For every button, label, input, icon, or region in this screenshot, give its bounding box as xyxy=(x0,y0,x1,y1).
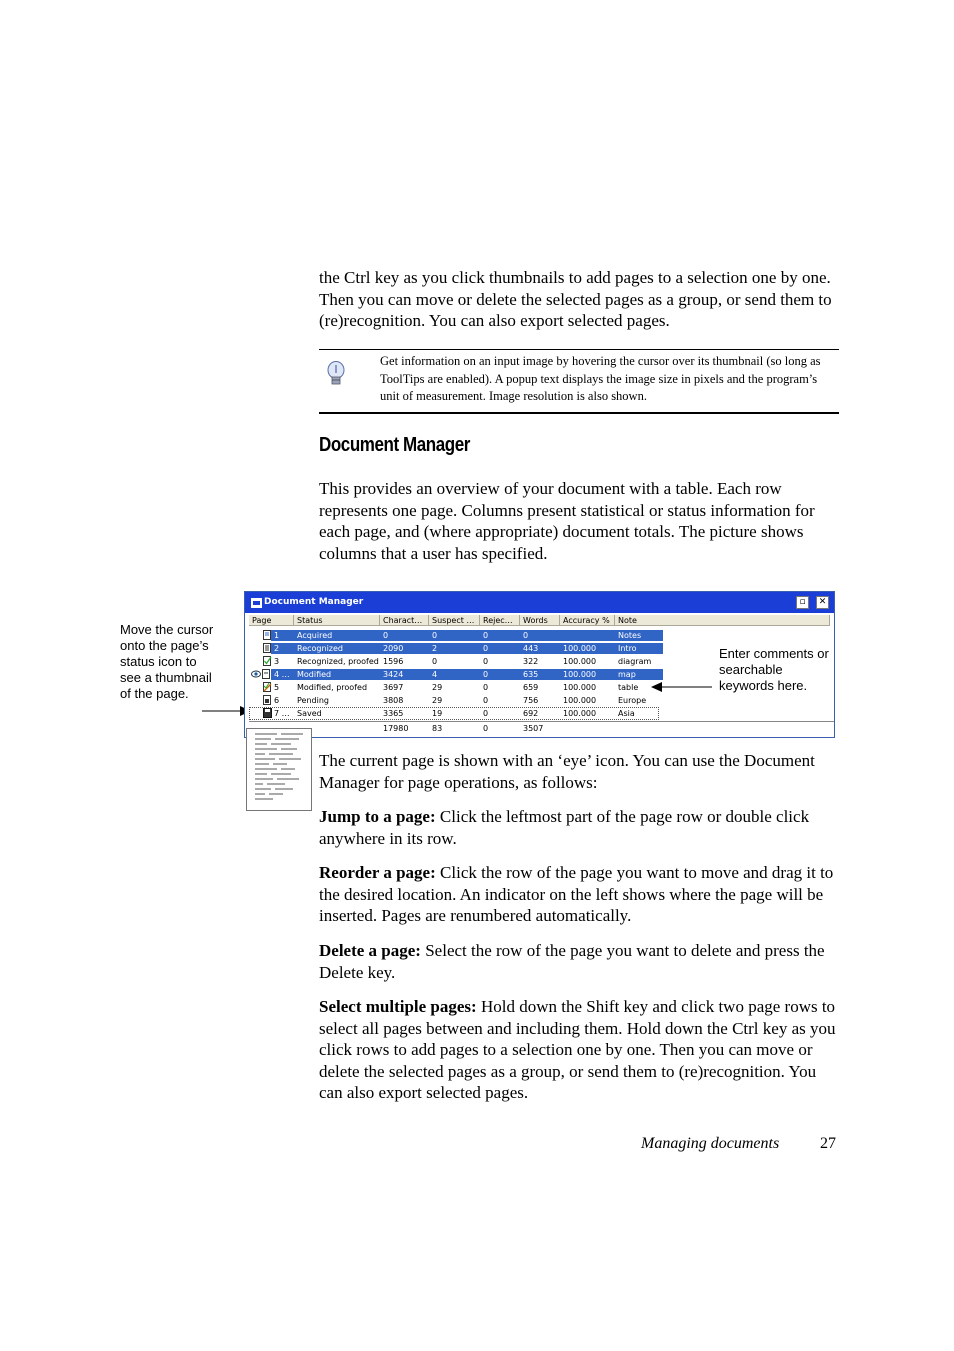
cell-page: 1 xyxy=(271,630,294,641)
cell-status: Modified xyxy=(294,669,380,680)
cell-page: 4 … xyxy=(271,669,294,680)
col-header-rejected[interactable]: Rejec… xyxy=(480,615,520,626)
op-reorder-text: Click the row of the page you want to move and drag it to the desired location. An indicator on the left shows where the page will be inserted. Pages are renumbered automatically. xyxy=(319,863,834,925)
cell-status: Acquired xyxy=(294,630,380,641)
op-reorder-label: Reorder a page: xyxy=(319,863,436,882)
op-reorder xyxy=(319,862,839,927)
op-select-multiple xyxy=(319,996,839,1104)
cell-status: Recognized, proofed xyxy=(297,657,379,666)
cell-words: 756 xyxy=(523,696,539,705)
callout-note-column: Enter comments or searchable keywords here. xyxy=(719,646,829,693)
current-page-paragraph: The current page is shown with an ‘eye’ icon. You can use the Document Manager for page operations, as follows: xyxy=(319,751,815,792)
cell-words: 635 xyxy=(520,669,560,680)
op-jump-label: Jump to a page: xyxy=(319,807,436,826)
cell-rejected: 0 xyxy=(483,657,489,666)
callout-arrow-right xyxy=(650,679,716,695)
cell-note[interactable]: Europe xyxy=(618,696,647,705)
cell-words: 322 xyxy=(523,657,539,666)
table-row[interactable] xyxy=(249,694,834,707)
cell-characters: 1596 xyxy=(383,657,404,666)
cell-characters: 3365 xyxy=(383,709,404,718)
cell-accuracy xyxy=(560,630,615,641)
cell-status: Pending xyxy=(297,696,329,705)
cell-suspect: 2 xyxy=(429,643,480,654)
window-icon xyxy=(251,598,262,608)
col-header-note[interactable]: Note xyxy=(615,615,830,626)
callout-status-icon: Move the cursor onto the page’s status icon to see a thumbnail of the page. xyxy=(120,622,214,701)
cell-page: 3 xyxy=(274,657,280,666)
op-jump-text: Click the leftmost part of the page row or double click anywhere in its row. xyxy=(319,807,810,848)
total-characters: 17980 xyxy=(383,724,409,733)
cell-rejected: 0 xyxy=(480,669,520,680)
total-suspect: 83 xyxy=(432,724,443,733)
intro-paragraph: the Ctrl key as you click thumbnails to add pages to a selection one by one. Then you can move or delete the selected pages as a group, or send them to (re)recognition. You can also export selected pages. xyxy=(319,268,832,330)
cell-page: 2 xyxy=(271,643,294,654)
cell-accuracy: 100.000 xyxy=(563,683,597,692)
col-header-words[interactable]: Words xyxy=(520,615,560,626)
cell-note[interactable]: Notes xyxy=(615,630,663,641)
cell-page: 5 xyxy=(274,683,280,692)
cell-accuracy: 100.000 xyxy=(563,709,597,718)
cell-characters: 2090 xyxy=(380,643,429,654)
cell-rejected: 0 xyxy=(480,643,520,654)
description-paragraph: This provides an overview of your document with a table. Each row represents one page. Columns present statistical or status information for each page, and (where appropriate) document totals. The picture shows columns that a user has specified. xyxy=(319,479,815,563)
cell-suspect: 0 xyxy=(432,657,438,666)
cell-words: 443 xyxy=(520,643,560,654)
page-thumbnail xyxy=(246,728,312,811)
cell-accuracy: 100.000 xyxy=(563,696,597,705)
col-header-characters[interactable]: Charact… xyxy=(380,615,429,626)
cell-rejected: 0 xyxy=(483,709,489,718)
cell-characters: 3697 xyxy=(383,683,404,692)
window-titlebar xyxy=(245,592,834,613)
op-select-text: Hold down the Shift key and click two page rows to select all pages between and including them. Hold down the Ctrl key as you click rows to add pages to a selection one by one. Then you can move or delete the selected pages as a group, or send them to (re)recognition. You can also export selected pages. xyxy=(319,997,836,1102)
tip-box xyxy=(319,349,839,414)
cell-accuracy: 100.000 xyxy=(563,657,597,666)
op-select-label: Select multiple pages: xyxy=(319,997,477,1016)
table-row[interactable] xyxy=(249,707,659,720)
cell-suspect: 29 xyxy=(432,683,443,692)
cell-suspect: 4 xyxy=(429,669,480,680)
window-title: Document Manager xyxy=(264,597,364,607)
thumbnail-image xyxy=(247,729,311,810)
cell-words: 0 xyxy=(520,630,560,641)
cell-accuracy: 100.000 xyxy=(560,669,615,680)
close-button[interactable]: ✕ xyxy=(816,596,829,609)
cell-status: Recognized xyxy=(294,643,380,654)
cell-characters: 3424 xyxy=(380,669,429,680)
op-delete-text: Select the row of the page you want to delete and press the Delete key. xyxy=(319,941,825,982)
lightbulb-icon xyxy=(326,360,346,388)
cell-page: 6 xyxy=(274,696,280,705)
cell-page: 7 … xyxy=(274,709,290,718)
cell-note[interactable]: Intro xyxy=(615,643,663,654)
op-delete-label: Delete a page: xyxy=(319,941,421,960)
cell-rejected: 0 xyxy=(480,630,520,641)
cell-note[interactable]: Asia xyxy=(618,709,635,718)
cell-suspect: 29 xyxy=(432,696,443,705)
page-number: 27 xyxy=(820,1135,836,1152)
cell-note[interactable]: diagram xyxy=(618,657,652,666)
restore-button[interactable]: ▫ xyxy=(796,596,809,609)
cell-suspect: 19 xyxy=(432,709,443,718)
cell-rejected: 0 xyxy=(483,696,489,705)
cell-characters: 0 xyxy=(380,630,429,641)
col-header-accuracy[interactable]: Accuracy % xyxy=(560,615,615,626)
cell-suspect: 0 xyxy=(429,630,480,641)
tip-text: Get information on an input image by hovering the cursor over its thumbnail (so long as ToolTips are enabled). A popup text displays the image size in pixels and the program’s unit of measurement. Image resolution is also shown. xyxy=(380,354,821,403)
total-words: 3507 xyxy=(523,724,544,733)
cell-status: Modified, proofed xyxy=(297,683,368,692)
footer-section: Managing documents xyxy=(641,1135,780,1152)
col-header-suspect[interactable]: Suspect … xyxy=(429,615,480,626)
cell-words: 692 xyxy=(523,709,539,718)
cell-characters: 3808 xyxy=(383,696,404,705)
cell-accuracy: 100.000 xyxy=(560,643,615,654)
eye-icon[interactable] xyxy=(251,669,271,679)
table-row[interactable] xyxy=(249,629,834,642)
section-heading: Document Manager xyxy=(319,434,470,456)
op-delete xyxy=(319,940,839,983)
op-jump xyxy=(319,806,839,849)
cell-note[interactable]: table xyxy=(618,683,639,692)
cell-words: 659 xyxy=(523,683,539,692)
cell-note[interactable]: map xyxy=(615,669,663,680)
col-header-status[interactable]: Status xyxy=(294,615,380,626)
cell-status: Saved xyxy=(297,709,322,718)
cell-rejected: 0 xyxy=(483,683,489,692)
col-header-page[interactable]: Page xyxy=(249,615,294,626)
totals-row xyxy=(249,721,834,735)
total-rejected: 0 xyxy=(483,724,489,733)
